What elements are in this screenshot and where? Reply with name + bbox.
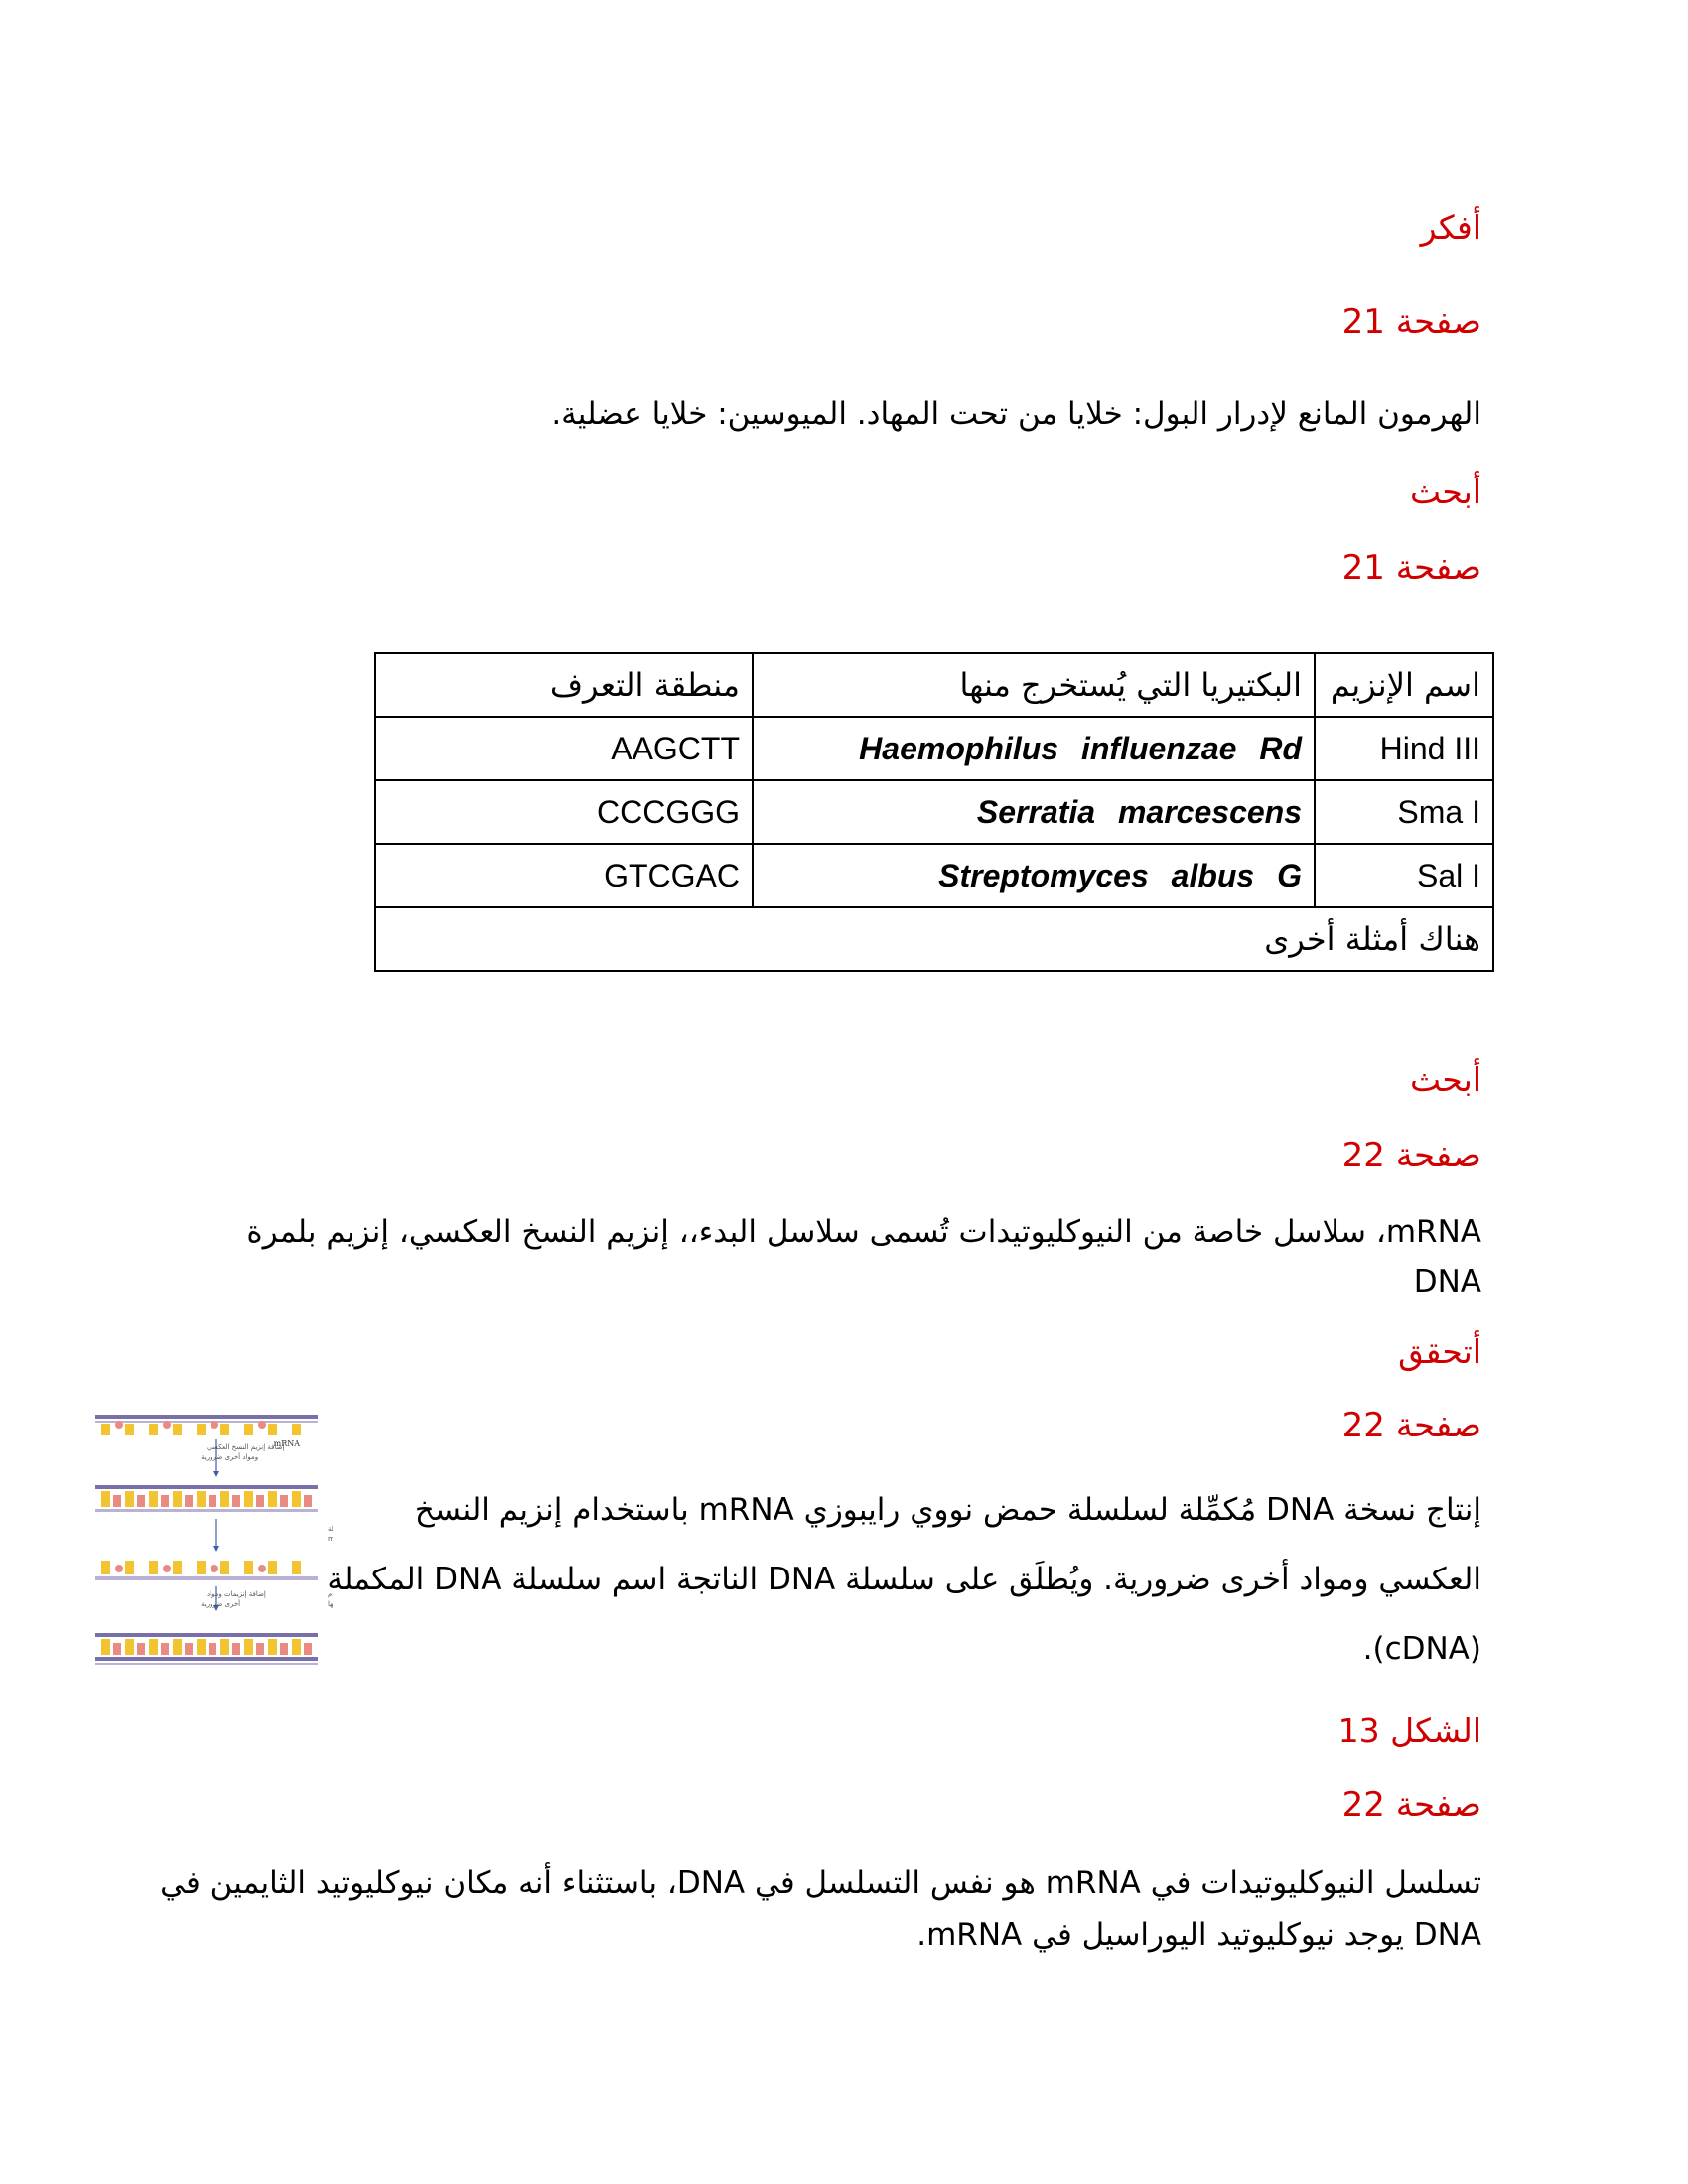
enzyme-name: Hind III [1315,717,1493,780]
fig-label-step3b: أخرى ضرورية [201,1600,241,1608]
table-footer-row [375,907,1493,971]
bacteria-name: Serratia marcescens [753,780,1315,844]
fig-label-step1b: ومواد أخرى ضرورية [201,1453,259,1461]
answer-5-line2: DNA يوجد نيوكليوتيد اليوراسيل في mRNA. [916,1917,1481,1953]
answer-3-line2: DNA [1413,1264,1481,1299]
fig-label-step4b: ها [328,1600,333,1608]
fig-label-step1a: إضافة إنزيم النسخ العكسي [207,1443,285,1451]
recognition-site: GTCGAC [375,844,753,907]
answer-4-line1: إنتاج نسخة DNA مُكمِّلة لسلسلة حمض نووي رايبوزي mRNA باستخدام إنزيم النسخ [414,1492,1481,1528]
bacteria-name: Haemophilus influenzae Rd [753,717,1315,780]
page-ref-1: صفحة 21 [1341,302,1481,341]
table-header-cell: البكتيريا التي يُستخرج منها [753,653,1315,717]
answer-4-line2: العكسي ومواد أخرى ضرورية. ويُطلَق على سلسلة DNA الناتجة اسم سلسلة DNA المكملة [327,1562,1481,1597]
table-header-row [375,653,1493,717]
bacteria-name: Streptomyces albus G [753,844,1315,907]
heading-abhath-2: أبحث [1409,1060,1481,1099]
table-footer: هناك أمثلة أخرى [375,907,1493,971]
strand-3 [95,1561,318,1580]
table-row [375,717,1493,780]
strand-4 [95,1633,318,1665]
page-ref-4: صفحة 22 [1341,1406,1481,1445]
fig-label-step4a: م [328,1590,333,1598]
fig-label-step3a: إضافة إنزيمات ومواد [207,1590,266,1598]
fig-label-mrna: mRNA [273,1439,300,1448]
answer-5-line1: تسلسل النيوكليوتيدات في mRNA هو نفس التسلسل في DNA، باستثناء أنه مكان نيوكليوتيد الثايمين في [160,1865,1481,1901]
strand-1 [95,1415,318,1435]
enzyme-table [374,652,1494,972]
enzyme-name: Sal I [1315,844,1493,907]
answer-1: الهرمون المانع لإدرار البول: خلايا من تحت المهاد. الميوسين: خلايا عضلية. [551,396,1481,432]
heading-figure-13: الشكل 13 [1337,1711,1481,1750]
table-header-cell: اسم الإنزيم [1315,653,1493,717]
answer-3-line1: mRNA، سلاسل خاصة من النيوكليوتيدات تُسمى سلاسل البدء،، إنزيم النسخ العكسي، إنزيم بلمرة [246,1214,1481,1250]
heading-atahaqqaq: أتحقق [1398,1332,1481,1371]
page-ref-2: صفحة 21 [1341,548,1481,588]
table-header-cell: منطقة التعرف [375,653,753,717]
heading-afakkir: أفكر [1420,208,1481,247]
answer-4-line3: (cDNA). [1362,1631,1481,1667]
table-row [375,844,1493,907]
strand-2 [95,1485,318,1512]
recognition-site: CCCGGG [375,780,753,844]
table-row [375,780,1493,844]
heading-abhath-1: أبحث [1409,473,1481,511]
page-ref-5: صفحة 22 [1341,1785,1481,1825]
recognition-site: AAGCTT [375,717,753,780]
cdna-figure [89,1410,333,1693]
fig-label-step2a: ة [328,1525,332,1533]
enzyme-name: Sma I [1315,780,1493,844]
page-ref-3: صفحة 22 [1341,1136,1481,1175]
fig-label-step2b: m [328,1535,333,1543]
